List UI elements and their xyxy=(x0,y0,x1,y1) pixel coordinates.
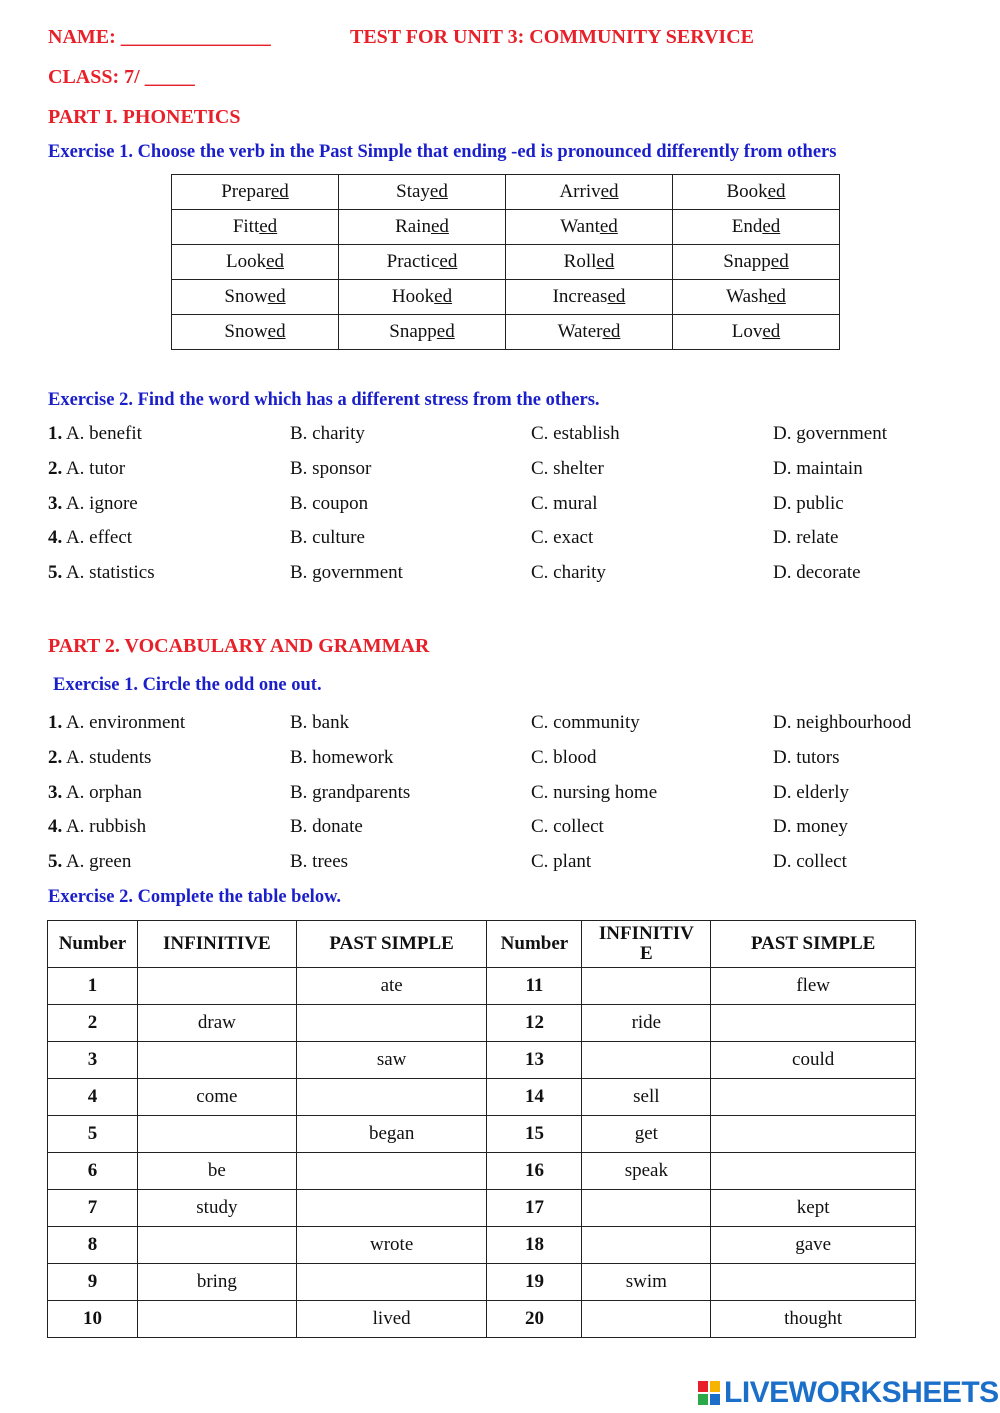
odd-question-row xyxy=(48,747,948,773)
ed-verb-cell[interactable] xyxy=(506,175,673,210)
ed-verb-cell[interactable] xyxy=(339,245,506,280)
answer-blank-cell[interactable] xyxy=(582,1227,711,1264)
ed-suffix: ed xyxy=(267,286,286,307)
option-a-text: A. green xyxy=(65,851,132,872)
option-b[interactable]: B. trees xyxy=(290,851,349,872)
verb-table-header: Number xyxy=(487,921,582,968)
ed-verb-cell[interactable] xyxy=(172,210,339,245)
option-d[interactable]: D. government xyxy=(773,423,887,444)
row-number-cell: 5 xyxy=(48,1116,138,1153)
answer-blank-cell[interactable] xyxy=(296,1005,487,1042)
verb-stem: Prepar xyxy=(221,181,271,202)
verb-table-header: INFINITIVE xyxy=(137,921,296,968)
verb-stem: Snow xyxy=(224,321,268,342)
verb-form-cell: gave xyxy=(711,1227,916,1264)
ed-table-row xyxy=(172,210,840,245)
verb-stem: Snapp xyxy=(723,251,771,272)
part2-ex2-title: Exercise 2. Complete the table below. xyxy=(48,887,342,907)
option-a[interactable] xyxy=(48,712,185,734)
option-a[interactable] xyxy=(48,747,151,769)
option-c[interactable]: C. community xyxy=(531,712,640,733)
verb-stem: Snapp xyxy=(389,321,437,342)
option-d[interactable]: D. decorate xyxy=(773,562,861,583)
option-c[interactable]: C. shelter xyxy=(531,458,604,479)
liveworksheets-logo xyxy=(698,1378,999,1408)
verb-form-cell: draw xyxy=(137,1005,296,1042)
liveworksheets-logo-icon xyxy=(698,1381,720,1405)
part2-title: PART 2. VOCABULARY AND GRAMMAR xyxy=(48,635,430,657)
question-number: 5. xyxy=(48,562,63,583)
option-b[interactable]: B. donate xyxy=(290,816,363,837)
option-a-text: A. tutor xyxy=(65,458,126,479)
answer-blank-cell[interactable] xyxy=(582,968,711,1005)
stress-question-row xyxy=(48,458,948,484)
part1-ex2-title: Exercise 2. Find the word which has a different stress from the others. xyxy=(48,390,600,410)
ed-verb-cell[interactable] xyxy=(506,245,673,280)
option-a-text: A. students xyxy=(65,747,152,768)
option-d[interactable]: D. neighbourhood xyxy=(773,712,912,733)
verb-stem: Fitt xyxy=(232,216,260,237)
verb-form-cell: come xyxy=(137,1079,296,1116)
row-number-cell: 7 xyxy=(48,1190,138,1227)
ed-suffix: ed xyxy=(439,251,458,272)
verb-table-header: INFINITIV E xyxy=(582,921,711,968)
ed-table-row xyxy=(172,315,840,350)
ed-verb-cell[interactable] xyxy=(172,315,339,350)
row-number-cell: 15 xyxy=(487,1116,582,1153)
ed-suffix: ed xyxy=(600,181,619,202)
verb-stem: Water xyxy=(557,321,603,342)
verb-table-header: PAST SIMPLE xyxy=(296,921,487,968)
question-number: 5. xyxy=(48,851,63,872)
answer-blank-cell[interactable] xyxy=(296,1153,487,1190)
option-c[interactable]: C. nursing home xyxy=(531,782,658,803)
row-number-cell: 20 xyxy=(487,1301,582,1338)
ed-suffix: ed xyxy=(599,216,618,237)
row-number-cell: 1 xyxy=(48,968,138,1005)
logo-square-2 xyxy=(710,1381,720,1392)
verb-form-cell: get xyxy=(582,1116,711,1153)
option-b[interactable]: B. grandparents xyxy=(290,782,411,803)
row-number-cell: 3 xyxy=(48,1042,138,1079)
row-number-cell: 8 xyxy=(48,1227,138,1264)
option-b[interactable]: B. homework xyxy=(290,747,394,768)
name-field-label: NAME: _______________ xyxy=(48,26,271,48)
option-a[interactable] xyxy=(48,851,131,873)
verb-form-cell: began xyxy=(296,1116,487,1153)
ed-pronunciation-table xyxy=(171,174,840,350)
test-title: TEST FOR UNIT 3: COMMUNITY SERVICE xyxy=(350,26,754,48)
question-number: 4. xyxy=(48,816,63,837)
verb-form-cell: thought xyxy=(711,1301,916,1338)
ed-verb-cell[interactable] xyxy=(506,210,673,245)
verb-form-cell: wrote xyxy=(296,1227,487,1264)
option-c[interactable]: C. mural xyxy=(531,493,598,514)
answer-blank-cell[interactable] xyxy=(137,1116,296,1153)
row-number-cell: 14 xyxy=(487,1079,582,1116)
ed-suffix: ed xyxy=(267,321,286,342)
answer-blank-cell[interactable] xyxy=(137,1042,296,1079)
ed-suffix: ed xyxy=(266,251,285,272)
ed-table-row xyxy=(172,280,840,315)
option-a[interactable] xyxy=(48,493,138,515)
class-field-label: CLASS: 7/ _____ xyxy=(48,66,195,88)
option-a[interactable] xyxy=(48,562,155,584)
logo-square-4 xyxy=(710,1394,720,1405)
ed-suffix: ed xyxy=(429,181,448,202)
question-number: 2. xyxy=(48,747,63,768)
option-a-text: A. effect xyxy=(65,527,133,548)
answer-blank-cell[interactable] xyxy=(137,1227,296,1264)
answer-blank-cell[interactable] xyxy=(296,1079,487,1116)
ed-suffix: ed xyxy=(434,286,453,307)
answer-blank-cell[interactable] xyxy=(296,1190,487,1227)
question-number: 3. xyxy=(48,493,63,514)
verb-table-row xyxy=(48,1116,916,1153)
option-d[interactable]: D. elderly xyxy=(773,782,849,803)
verb-form-cell: swim xyxy=(582,1264,711,1301)
question-number: 1. xyxy=(48,712,63,733)
option-a[interactable] xyxy=(48,816,146,838)
verb-form-cell: saw xyxy=(296,1042,487,1079)
ed-verb-cell[interactable] xyxy=(172,280,339,315)
verb-stem: Stay xyxy=(396,181,430,202)
ed-suffix: ed xyxy=(436,321,455,342)
verb-stem: End xyxy=(731,216,763,237)
ed-verb-cell[interactable] xyxy=(172,175,339,210)
stress-question-row xyxy=(48,562,948,588)
option-a[interactable] xyxy=(48,782,142,804)
option-c[interactable]: C. charity xyxy=(531,562,606,583)
verb-form-cell: speak xyxy=(582,1153,711,1190)
row-number-cell: 11 xyxy=(487,968,582,1005)
ed-verb-cell[interactable] xyxy=(339,315,506,350)
option-a-text: A. environment xyxy=(65,712,186,733)
verb-form-cell: bring xyxy=(137,1264,296,1301)
verb-stem: Book xyxy=(726,181,768,202)
answer-blank-cell[interactable] xyxy=(711,1153,916,1190)
ed-table-row xyxy=(172,245,840,280)
row-number-cell: 2 xyxy=(48,1005,138,1042)
ed-suffix: ed xyxy=(607,286,626,307)
verb-stem: Lov xyxy=(731,321,763,342)
option-d[interactable]: D. collect xyxy=(773,851,847,872)
ed-verb-cell[interactable] xyxy=(172,245,339,280)
verb-form-cell: be xyxy=(137,1153,296,1190)
ed-verb-cell[interactable] xyxy=(673,245,840,280)
option-b[interactable]: B. culture xyxy=(290,527,365,548)
option-d[interactable]: D. relate xyxy=(773,527,839,548)
question-number: 3. xyxy=(48,782,63,803)
option-c[interactable]: C. establish xyxy=(531,423,620,444)
row-number-cell: 4 xyxy=(48,1079,138,1116)
ed-verb-cell[interactable] xyxy=(339,210,506,245)
answer-blank-cell[interactable] xyxy=(296,1264,487,1301)
option-a-text: A. statistics xyxy=(65,562,155,583)
question-number: 4. xyxy=(48,527,63,548)
verb-form-cell: ride xyxy=(582,1005,711,1042)
odd-question-row xyxy=(48,782,948,808)
ed-suffix: ed xyxy=(259,216,278,237)
answer-blank-cell[interactable] xyxy=(137,968,296,1005)
option-c[interactable]: C. blood xyxy=(531,747,597,768)
ed-verb-cell[interactable] xyxy=(506,315,673,350)
option-b[interactable]: B. charity xyxy=(290,423,365,444)
verb-table-row xyxy=(48,1264,916,1301)
verb-table-header: PAST SIMPLE xyxy=(711,921,916,968)
option-a-text: A. ignore xyxy=(65,493,138,514)
option-a-text: A. benefit xyxy=(65,423,142,444)
verb-stem: Want xyxy=(560,216,600,237)
logo-square-3 xyxy=(698,1394,708,1405)
ed-suffix: ed xyxy=(430,216,449,237)
logo-text: LIVEWORKSHEETS xyxy=(724,1376,999,1409)
option-a[interactable] xyxy=(48,423,142,445)
option-b[interactable]: B. government xyxy=(290,562,403,583)
verb-form-cell: kept xyxy=(711,1190,916,1227)
ed-table-row xyxy=(172,175,840,210)
answer-blank-cell[interactable] xyxy=(711,1116,916,1153)
option-a-text: A. rubbish xyxy=(65,816,147,837)
row-number-cell: 17 xyxy=(487,1190,582,1227)
stress-question-row xyxy=(48,527,948,553)
odd-question-row xyxy=(48,816,948,842)
ed-suffix: ed xyxy=(596,251,615,272)
option-d[interactable]: D. public xyxy=(773,493,844,514)
row-number-cell: 19 xyxy=(487,1264,582,1301)
verb-form-cell: could xyxy=(711,1042,916,1079)
ed-suffix: ed xyxy=(762,216,781,237)
verb-form-cell: ate xyxy=(296,968,487,1005)
option-b[interactable]: B. coupon xyxy=(290,493,369,514)
row-number-cell: 10 xyxy=(48,1301,138,1338)
odd-question-row xyxy=(48,712,948,738)
ed-suffix: ed xyxy=(270,181,289,202)
verb-table-row xyxy=(48,968,916,1005)
row-number-cell: 12 xyxy=(487,1005,582,1042)
verb-stem: Look xyxy=(225,251,267,272)
option-d[interactable]: D. tutors xyxy=(773,747,840,768)
verb-stem: Arriv xyxy=(559,181,601,202)
verb-stem: Roll xyxy=(563,251,597,272)
answer-blank-cell[interactable] xyxy=(582,1042,711,1079)
row-number-cell: 18 xyxy=(487,1227,582,1264)
answer-blank-cell[interactable] xyxy=(582,1190,711,1227)
option-a[interactable] xyxy=(48,527,132,549)
answer-blank-cell[interactable] xyxy=(137,1301,296,1338)
verb-table-row xyxy=(48,1005,916,1042)
ed-suffix: ed xyxy=(767,181,786,202)
verb-stem: Snow xyxy=(224,286,268,307)
ed-verb-cell[interactable] xyxy=(506,280,673,315)
answer-blank-cell[interactable] xyxy=(711,1079,916,1116)
odd-question-row xyxy=(48,851,948,877)
part1-title: PART I. PHONETICS xyxy=(48,106,241,128)
answer-blank-cell[interactable] xyxy=(711,1264,916,1301)
option-b[interactable]: B. bank xyxy=(290,712,350,733)
option-c[interactable]: C. plant xyxy=(531,851,592,872)
verb-table-row xyxy=(48,1153,916,1190)
stress-question-row xyxy=(48,493,948,519)
ed-suffix: ed xyxy=(602,321,621,342)
verb-table-header: Number xyxy=(48,921,138,968)
option-b[interactable]: B. sponsor xyxy=(290,458,372,479)
ed-verb-cell[interactable] xyxy=(673,210,840,245)
option-d[interactable]: D. maintain xyxy=(773,458,863,479)
ed-verb-cell[interactable] xyxy=(673,315,840,350)
verb-form-cell: lived xyxy=(296,1301,487,1338)
row-number-cell: 9 xyxy=(48,1264,138,1301)
verb-stem: Rain xyxy=(395,216,431,237)
question-number: 1. xyxy=(48,423,63,444)
verb-table-row xyxy=(48,1079,916,1116)
row-number-cell: 13 xyxy=(487,1042,582,1079)
ed-verb-cell[interactable] xyxy=(673,280,840,315)
verb-form-cell: sell xyxy=(582,1079,711,1116)
ed-suffix: ed xyxy=(770,251,789,272)
ed-verb-cell[interactable] xyxy=(339,280,506,315)
verb-stem: Practic xyxy=(386,251,440,272)
part1-ex1-title: Exercise 1. Choose the verb in the Past Simple that ending -ed is pronounced differently from others xyxy=(48,142,837,162)
option-a[interactable] xyxy=(48,458,125,480)
ed-verb-cell[interactable] xyxy=(673,175,840,210)
logo-square-1 xyxy=(698,1381,708,1392)
ed-suffix: ed xyxy=(767,286,786,307)
verb-stem: Wash xyxy=(726,286,768,307)
verb-forms-table xyxy=(47,920,916,1338)
question-number: 2. xyxy=(48,458,63,479)
ed-suffix: ed xyxy=(762,321,781,342)
stress-question-row xyxy=(48,423,948,449)
part2-ex1-title: Exercise 1. Circle the odd one out. xyxy=(53,675,322,695)
answer-blank-cell[interactable] xyxy=(582,1301,711,1338)
verb-stem: Hook xyxy=(391,286,435,307)
verb-stem: Increas xyxy=(552,286,608,307)
verb-table-row xyxy=(48,1042,916,1079)
verb-form-cell: flew xyxy=(711,968,916,1005)
option-c[interactable]: C. collect xyxy=(531,816,604,837)
answer-blank-cell[interactable] xyxy=(711,1005,916,1042)
option-d[interactable]: D. money xyxy=(773,816,848,837)
verb-table-row xyxy=(48,1227,916,1264)
ed-verb-cell[interactable] xyxy=(339,175,506,210)
option-c[interactable]: C. exact xyxy=(531,527,594,548)
verb-table-row xyxy=(48,1301,916,1338)
row-number-cell: 6 xyxy=(48,1153,138,1190)
verb-form-cell: study xyxy=(137,1190,296,1227)
row-number-cell: 16 xyxy=(487,1153,582,1190)
verb-table-row xyxy=(48,1190,916,1227)
option-a-text: A. orphan xyxy=(65,782,142,803)
